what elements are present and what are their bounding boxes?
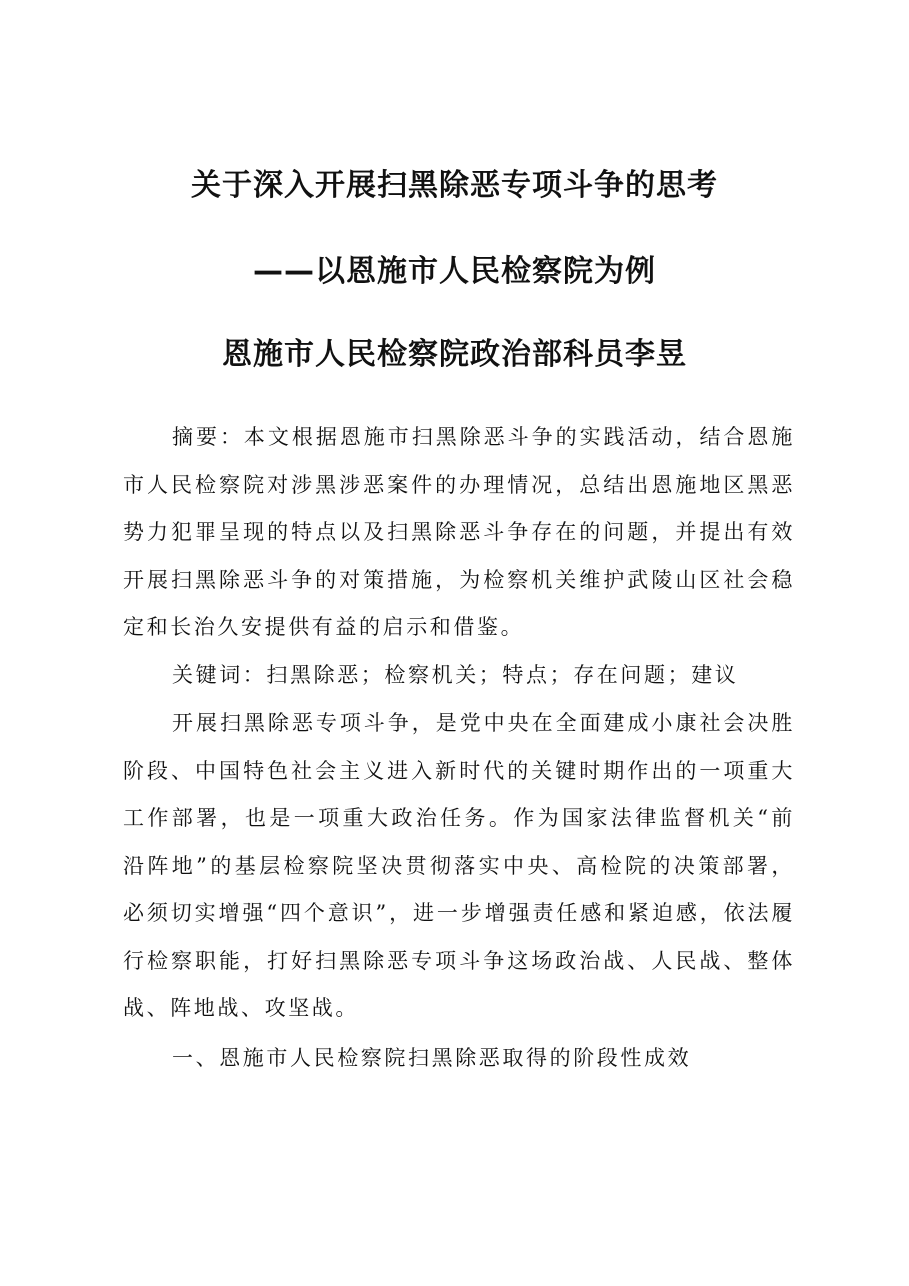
author-line: 恩施市人民检察院政治部科员李昱	[222, 337, 687, 372]
document-title: 关于深入开展扫黑除恶专项斗争的思考	[191, 168, 718, 203]
document-subtitle: ——以恩施市人民检察院为例	[253, 254, 656, 289]
body-paragraph: 开展扫黑除恶专项斗争，是党中央在全面建成小康社会决胜阶段、中国特色社会主义进入新时代的关键时期作出的一项重大工作部署，也是一项重大政治任务。作为国家法律监督机关“前沿阵地”的基层检察院坚决贯彻落实中央、高检院的决策部署，必须切实增强“四个意识”，进一步增强责任感和紧迫感，依法履行检察职能，打好扫黑除恶专项斗争这场政治战、人民战、整体战、阵地战、攻坚战。	[123, 711, 795, 1020]
section-heading: 一、恩施市人民检察院扫黑除恶取得的阶段性成效	[172, 1046, 692, 1070]
keywords-line: 关键词：扫黑除恶；检察机关；特点；存在问题；建议	[172, 663, 739, 687]
abstract-paragraph: 摘要：本文根据恩施市扫黑除恶斗争的实践活动，结合恩施市人民检察院对涉黑涉恶案件的办理情况，总结出恩施地区黑恶势力犯罪呈现的特点以及扫黑除恶斗争存在的问题，并提出有效开展扫黑除恶斗争的对策措施，为检察机关维护武陵山区社会稳定和长治久安提供有益的启示和借鉴。	[123, 425, 795, 639]
